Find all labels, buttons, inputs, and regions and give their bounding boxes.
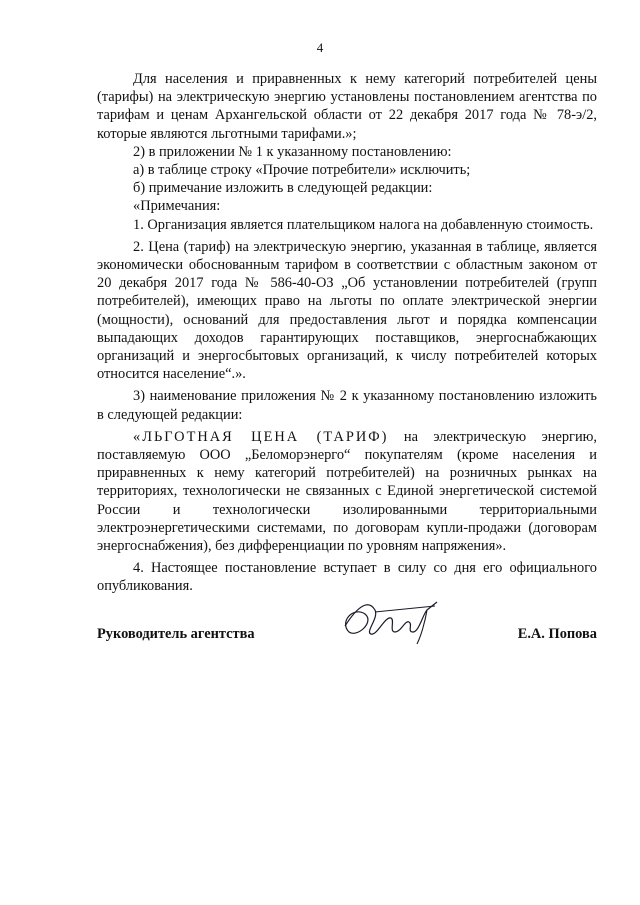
paragraph: 1. Организация является плательщиком налога на добавленную стоимость.: [133, 216, 594, 233]
paragraph: [97, 428, 597, 555]
paragraph: 2) в приложении № 1 к указанному постановлению:: [133, 143, 452, 160]
appendix-title: «ЛЬГОТНАЯ ЦЕНА (ТАРИФ): [133, 428, 389, 445]
signatory-name: Е.А. Попова: [517, 626, 597, 642]
paragraph: а) в таблице строку «Прочие потребители» исключить;: [133, 162, 471, 179]
paragraph: 4. Настоящее постановление вступает в силу со дня его официального опубликования.: [97, 560, 597, 595]
page-number: 4: [316, 40, 324, 55]
paragraph: 3) наименование приложения № 2 к указанному постановлению изложить в следующей редакции:: [97, 388, 597, 423]
appendix-title-rest: на электрическую энергию, поставляемую ООО „Беломорэнерго“ покупателям (кроме населения и приравненных к нему категорий потребителей) на розничных рынках на территориях, технологически не связанных с Единой энергетической системой России и технологически изолированными территориальными электроэнергетическими системами, по договорам купли-продажи (договорам энергоснабжения), без дифференциации по уровням напряжения».: [97, 428, 597, 555]
paragraph: б) примечание изложить в следующей редакции:: [133, 180, 433, 197]
document-body: [97, 70, 597, 596]
signature-block: [97, 622, 597, 672]
handwritten-signature: [335, 592, 445, 648]
signatory-position: Руководитель агентства: [97, 626, 255, 642]
paragraph: 2. Цена (тариф) на электрическую энергию, указанная в таблице, является экономически обоснованным тарифом в соответствии с областным законом от 20 декабря 2017 года № 586-40-ОЗ „Об установлении потребителей (групп потребителей), имеющих право на льготы по оплате электрической энергии (мощности), оснований для предоставления льгот и порядка компенсации выпадающих доходов гарантирующих поставщиков, энергоснабжающих организаций и энергосбытовых организаций, к числу потребителей которых относится население“.».: [97, 238, 597, 383]
paragraph: Для населения и приравненных к нему категорий потребителей цены (тарифы) на электрическую энергию установлены постановлением агентства по тарифам и ценам Архангельской области от 22 декабря 2017 года № 78-э/2, которые являются льготными тарифами.»;: [97, 71, 597, 142]
paragraph: «Примечания:: [133, 198, 221, 215]
